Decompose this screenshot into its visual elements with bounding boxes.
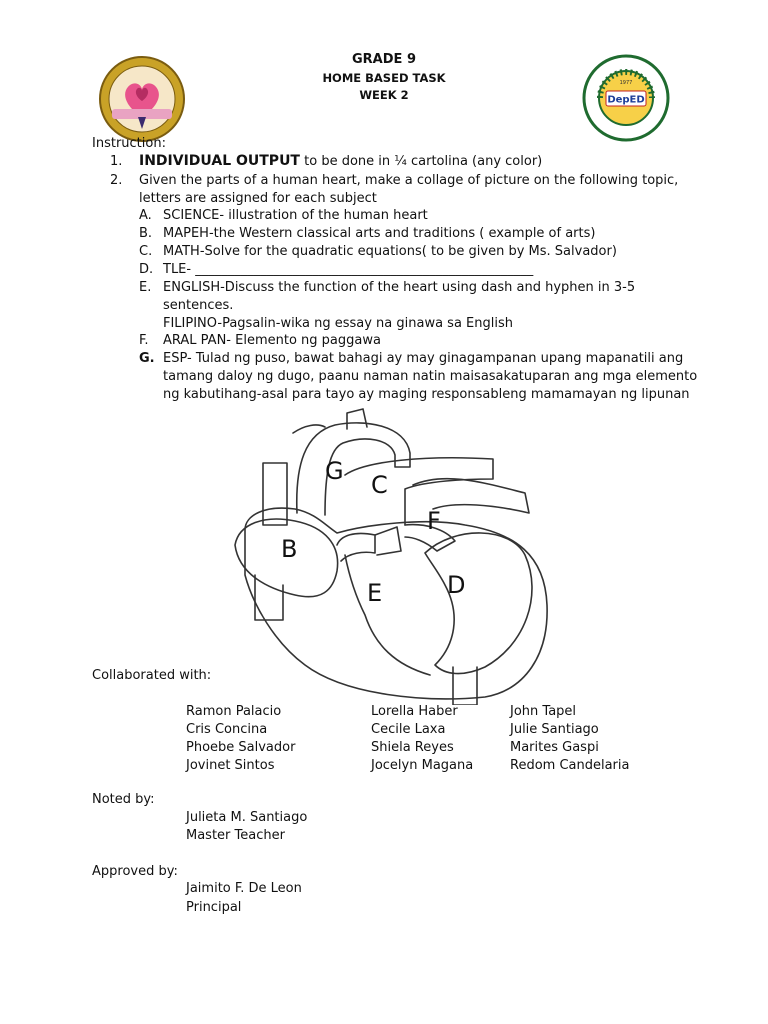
deped-seal-logo	[582, 54, 666, 138]
heart-diagram	[225, 405, 570, 705]
vena-cava-shape	[263, 463, 287, 525]
heart-label-b: B	[281, 535, 298, 563]
collaborators-col-1	[186, 703, 295, 775]
collaborator-name: Jocelyn Magana	[371, 758, 474, 773]
subitem-f: ARAL PAN- Elemento ng paggawa	[163, 333, 381, 348]
collaborator-name: Lorella Haber	[371, 704, 458, 719]
item-2-line-2: letters are assigned for each subject	[139, 191, 377, 206]
heart-label-c: C	[371, 471, 388, 499]
item-2	[139, 172, 699, 208]
item-1-number: 1.	[110, 154, 123, 169]
collaborators-col-2	[371, 703, 473, 775]
collaborator-name: Cecile Laxa	[371, 722, 446, 737]
item-1-text: to be done in ¼ cartolina (any color)	[300, 154, 543, 169]
collaborator-name: Cris Concina	[186, 722, 268, 737]
heart-label-f: F	[427, 507, 441, 535]
approved-by-label: Approved by:	[92, 864, 178, 879]
item-2-number: 2.	[110, 173, 123, 188]
deped-logo-text: DepED	[607, 94, 645, 106]
subitem-e-line-1: ENGLISH-Discuss the function of the heart using dash and hyphen in 3-5	[163, 280, 636, 295]
subitem-c-letter: C.	[139, 244, 153, 259]
collaborator-name: Marites Gaspi	[510, 740, 599, 755]
collaborator-name: Redom Candelaria	[510, 758, 630, 773]
subitem-b-letter: B.	[139, 226, 153, 241]
item-2-line-1: Given the parts of a human heart, make a collage of picture on the following topic,	[139, 173, 679, 188]
subitem-b: MAPEH-the Western classical arts and traditions ( example of arts)	[163, 226, 596, 241]
deped-logo-year: 1977	[619, 80, 633, 86]
collaborator-name: Phoebe Salvador	[186, 740, 296, 755]
subitem-c: MATH-Solve for the quadratic equations( to be given by Ms. Salvador)	[163, 244, 617, 259]
subitem-a-letter: A.	[139, 208, 152, 223]
subitem-g-line-3: ng kabutihang-asal para tayo ay maging responsableng mamamayan ng lipunan	[163, 387, 690, 402]
collaborator-name: John Tapel	[510, 704, 577, 719]
subitem-g-letter: G.	[139, 351, 155, 366]
subitem-d: TLE- ____________________________________________________	[163, 262, 534, 277]
week-title: WEEK 2	[359, 88, 409, 102]
subitem-e-line-3: FILIPINO-Pagsalin-wika ng essay na ginawa sa English	[163, 316, 513, 331]
aorta-shape	[297, 423, 410, 515]
document-grade-title: GRADE 9	[352, 52, 416, 67]
subitem-a: SCIENCE- illustration of the human heart	[163, 208, 428, 223]
subitem-e-letter: E.	[139, 280, 152, 295]
noted-by-title: Master Teacher	[186, 828, 285, 843]
task-title: HOME BASED TASK	[322, 71, 446, 85]
subitem-e	[163, 279, 703, 333]
item-1-bold: INDIVIDUAL OUTPUT	[139, 153, 300, 169]
subitem-e-line-2: sentences.	[163, 298, 234, 313]
approved-by-name: Jaimito F. De Leon	[186, 881, 302, 896]
heart-label-g: G	[325, 457, 344, 485]
collaborated-label: Collaborated with:	[92, 668, 212, 683]
collaborator-name: Julie Santiago	[510, 722, 599, 737]
collaborators-col-3	[510, 703, 629, 775]
collaborator-name: Ramon Palacio	[186, 704, 282, 719]
item-1	[139, 152, 699, 171]
subitem-g	[163, 350, 703, 404]
subitem-d-letter: D.	[139, 262, 154, 277]
pulmonary-artery-shape	[345, 458, 493, 525]
collaborator-name: Shiela Reyes	[371, 740, 454, 755]
noted-by-name: Julieta M. Santiago	[186, 810, 308, 825]
instruction-heading: Instruction:	[92, 136, 166, 151]
left-ventricle-shape	[425, 533, 532, 674]
heart-label-d: D	[447, 571, 466, 599]
heart-label-e: E	[367, 579, 383, 607]
subitem-f-letter: F.	[139, 333, 149, 348]
subitem-g-line-2: tamang daloy ng dugo, paanu naman natin maisasakatuparan ang mga elemento	[163, 369, 698, 384]
noted-by-label: Noted by:	[92, 792, 155, 807]
approved-by-title: Principal	[186, 900, 242, 915]
school-seal-logo	[98, 55, 182, 139]
collaborator-name: Jovinet Sintos	[186, 758, 275, 773]
subitem-g-line-1: ESP- Tulad ng puso, bawat bahagi ay may ginagampanan upang mapanatili ang	[163, 351, 684, 366]
